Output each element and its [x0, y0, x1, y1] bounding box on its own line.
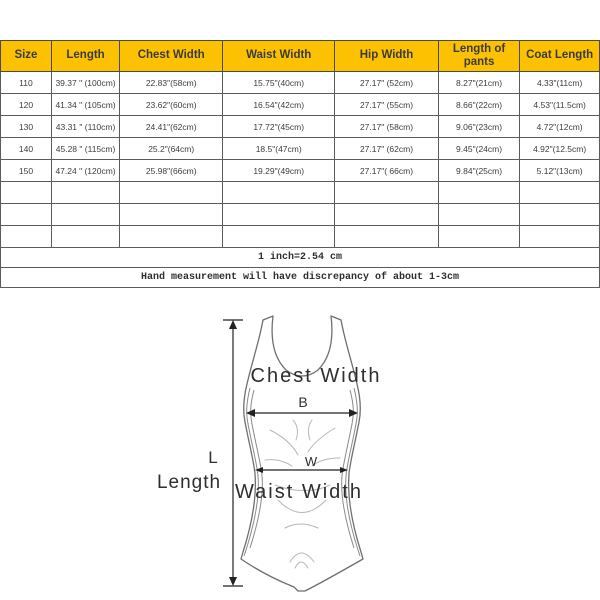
empty-cell [335, 226, 439, 248]
cell-chest: 25.98"(66cm) [120, 160, 223, 182]
cell-coat: 4.53"(11.5cm) [520, 94, 600, 116]
table-row [1, 72, 600, 94]
cell-chest: 23.62"(60cm) [120, 94, 223, 116]
cell-size: 150 [1, 160, 52, 182]
chest-b-label: B [298, 394, 308, 410]
empty-cell [51, 182, 119, 204]
table-row [1, 116, 600, 138]
cell-size: 110 [1, 72, 52, 94]
waist-width-label: Waist Width [235, 481, 363, 503]
cell-pants: 8.66"(22cm) [438, 94, 519, 116]
cell-coat: 5.12"(13cm) [520, 160, 600, 182]
cell-hip: 27.17" (52cm) [335, 72, 439, 94]
cell-waist: 16.54"(42cm) [223, 94, 335, 116]
cell-hip: 27.17" (62cm) [335, 138, 439, 160]
table-row [1, 94, 600, 116]
cell-coat: 4.72"(12cm) [520, 116, 600, 138]
empty-cell [438, 182, 519, 204]
empty-cell [520, 204, 600, 226]
cell-hip: 27.17" (58cm) [335, 116, 439, 138]
column-header-coat-length: Coat Length [520, 41, 600, 72]
cell-length: 41.34 " (105cm) [51, 94, 119, 116]
column-header-waist-width: Waist Width [223, 41, 335, 72]
cell-hip: 27.17"( 66cm) [335, 160, 439, 182]
cell-size: 120 [1, 94, 52, 116]
length-l-label: L [208, 448, 218, 467]
empty-cell [1, 226, 52, 248]
empty-cell [120, 204, 223, 226]
table-row [1, 138, 600, 160]
column-header-chest-width: Chest Width [120, 41, 223, 72]
empty-cell [1, 182, 52, 204]
empty-cell [438, 204, 519, 226]
empty-cell [1, 204, 52, 226]
cell-length: 39.37 " (100cm) [51, 72, 119, 94]
column-header-size: Size [1, 41, 52, 72]
cell-length: 45.28 " (115cm) [51, 138, 119, 160]
swimsuit-outline [241, 316, 363, 591]
table-row [1, 160, 600, 182]
size-chart-table [0, 40, 600, 288]
empty-cell [120, 182, 223, 204]
empty-cell [51, 204, 119, 226]
column-header-length: Length [51, 41, 119, 72]
cell-waist: 15.75"(40cm) [223, 72, 335, 94]
waist-w-label: W [304, 454, 318, 469]
cell-pants: 9.45"(24cm) [438, 138, 519, 160]
cell-hip: 27.17" (55cm) [335, 94, 439, 116]
empty-cell [335, 204, 439, 226]
cell-length: 47.24 " (120cm) [51, 160, 119, 182]
measurement-discrepancy-note: Hand measurement will have discrepancy of about 1-3cm [1, 268, 600, 288]
column-header-length-of-pants: Length of pants [438, 41, 519, 72]
note-row [1, 268, 600, 288]
empty-cell [520, 182, 600, 204]
cell-pants: 8.27"(21cm) [438, 72, 519, 94]
chest-width-label: Chest Width [250, 365, 382, 387]
header-row [1, 41, 600, 72]
empty-cell [520, 226, 600, 248]
swimsuit-measurement-diagram [0, 300, 600, 600]
cell-coat: 4.92"(12.5cm) [520, 138, 600, 160]
chest-width-arrow [246, 409, 358, 417]
cell-waist: 17.72"(45cm) [223, 116, 335, 138]
empty-cell [223, 204, 335, 226]
empty-cell [223, 182, 335, 204]
column-header-hip-width: Hip Width [335, 41, 439, 72]
cell-length: 43.31 " (110cm) [51, 116, 119, 138]
empty-cell [223, 226, 335, 248]
empty-table-row [1, 182, 600, 204]
cell-chest: 24.41"(62cm) [120, 116, 223, 138]
swimsuit-drawing [0, 300, 600, 600]
empty-cell [438, 226, 519, 248]
waist-width-arrow [255, 467, 348, 473]
cell-coat: 4.33"(11cm) [520, 72, 600, 94]
cell-pants: 9.06"(23cm) [438, 116, 519, 138]
empty-table-row [1, 204, 600, 226]
empty-cell [51, 226, 119, 248]
cell-chest: 22.83"(58cm) [120, 72, 223, 94]
cell-size: 130 [1, 116, 52, 138]
cell-waist: 19.29"(49cm) [223, 160, 335, 182]
inch-conversion-note: 1 inch=2.54 cm [1, 248, 600, 268]
note-row [1, 248, 600, 268]
cell-size: 140 [1, 138, 52, 160]
cell-pants: 9.84"(25cm) [438, 160, 519, 182]
length-dimension-line [223, 320, 243, 586]
empty-cell [335, 182, 439, 204]
cell-waist: 18.5"(47cm) [223, 138, 335, 160]
empty-cell [120, 226, 223, 248]
length-label: Length [156, 472, 222, 493]
empty-table-row [1, 226, 600, 248]
cell-chest: 25.2"(64cm) [120, 138, 223, 160]
